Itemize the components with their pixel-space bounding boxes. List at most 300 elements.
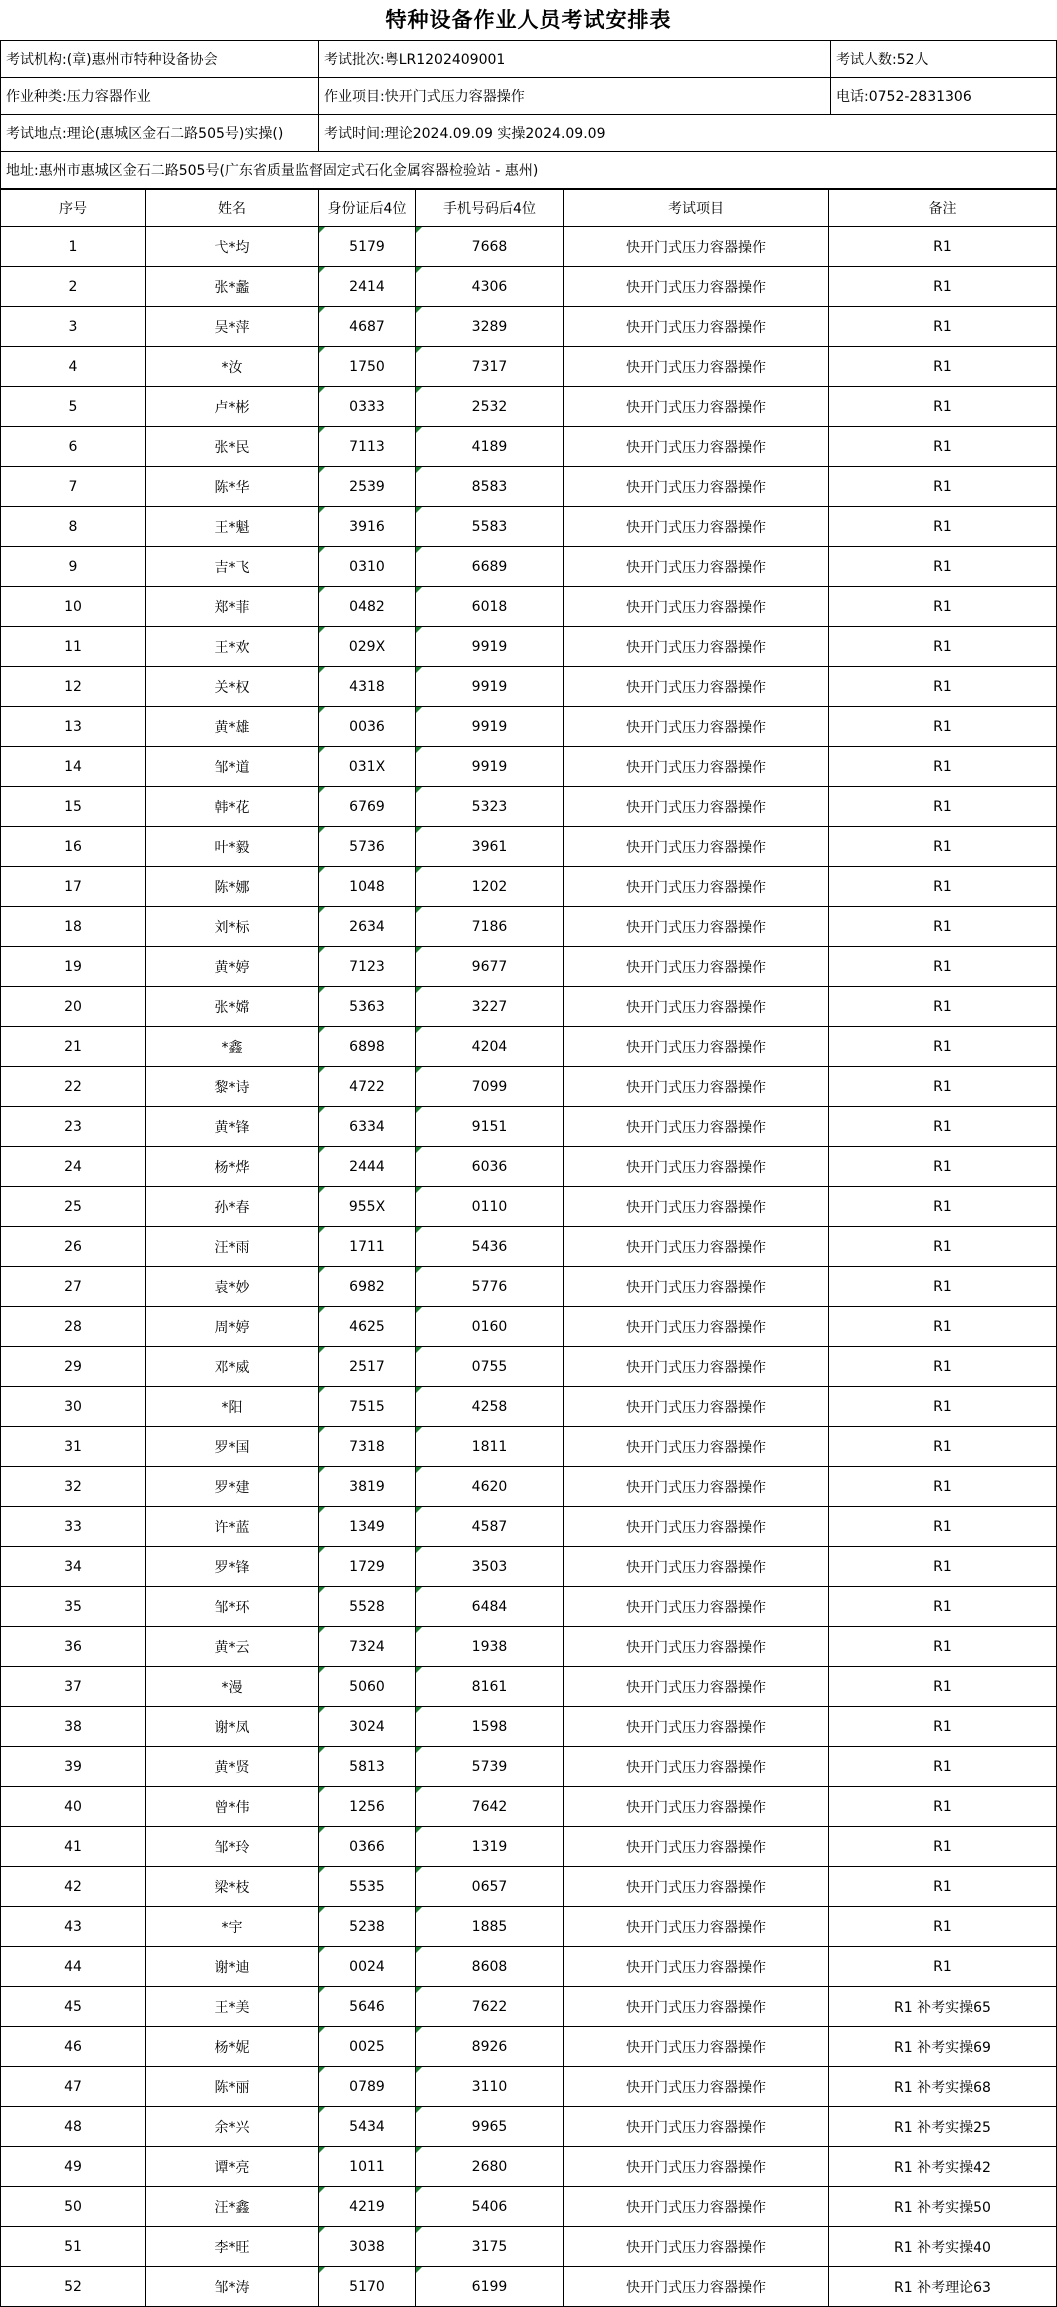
row-index: 29 [1, 1347, 146, 1387]
info-table [0, 40, 1057, 189]
table-row [1, 307, 1057, 347]
row-remark: R1 [829, 1027, 1057, 1067]
row-exam-item: 快开门式压力容器操作 [564, 387, 829, 427]
row-phone-last4: 8608 [416, 1947, 564, 1987]
table-row [1, 587, 1057, 627]
row-phone-last4: 1811 [416, 1427, 564, 1467]
row-phone-last4: 6036 [416, 1147, 564, 1187]
row-phone-last4: 4258 [416, 1387, 564, 1427]
row-index: 25 [1, 1187, 146, 1227]
row-id-last4: 0366 [319, 1827, 416, 1867]
table-row [1, 267, 1057, 307]
row-exam-item: 快开门式压力容器操作 [564, 747, 829, 787]
row-name: 卢*彬 [146, 387, 319, 427]
row-exam-item: 快开门式压力容器操作 [564, 1587, 829, 1627]
exam-location: 考试地点:理论(惠城区金石二路505号)实操() [1, 115, 319, 152]
table-row [1, 1747, 1057, 1787]
row-name: 叶*毅 [146, 827, 319, 867]
row-exam-item: 快开门式压力容器操作 [564, 227, 829, 267]
row-id-last4: 0036 [319, 707, 416, 747]
schedule-table [0, 189, 1057, 2307]
row-phone-last4: 4204 [416, 1027, 564, 1067]
row-remark: R1 [829, 1067, 1057, 1107]
row-name: 曾*伟 [146, 1787, 319, 1827]
row-id-last4: 1048 [319, 867, 416, 907]
row-id-last4: 7515 [319, 1387, 416, 1427]
row-name: 张*蠡 [146, 267, 319, 307]
row-id-last4: 6769 [319, 787, 416, 827]
row-id-last4: 1011 [319, 2147, 416, 2187]
row-phone-last4: 9677 [416, 947, 564, 987]
row-index: 52 [1, 2267, 146, 2307]
row-index: 19 [1, 947, 146, 987]
row-remark: R1 [829, 1147, 1057, 1187]
table-row [1, 747, 1057, 787]
row-phone-last4: 5406 [416, 2187, 564, 2227]
row-remark: R1 [829, 347, 1057, 387]
row-id-last4: 5535 [319, 1867, 416, 1907]
row-name: 李*旺 [146, 2227, 319, 2267]
table-row [1, 427, 1057, 467]
row-name: 张*民 [146, 427, 319, 467]
row-remark: R1 [829, 1627, 1057, 1667]
row-exam-item: 快开门式压力容器操作 [564, 947, 829, 987]
row-index: 1 [1, 227, 146, 267]
row-name: 罗*建 [146, 1467, 319, 1507]
row-phone-last4: 4620 [416, 1467, 564, 1507]
row-phone-last4: 7186 [416, 907, 564, 947]
table-row [1, 1307, 1057, 1347]
row-exam-item: 快开门式压力容器操作 [564, 827, 829, 867]
row-exam-item: 快开门式压力容器操作 [564, 1427, 829, 1467]
row-remark: R1 [829, 1227, 1057, 1267]
row-name: 弋*均 [146, 227, 319, 267]
row-remark: R1 [829, 227, 1057, 267]
table-row [1, 2067, 1057, 2107]
row-remark: R1 [829, 1787, 1057, 1827]
table-row [1, 1067, 1057, 1107]
row-index: 8 [1, 507, 146, 547]
row-remark: R1 [829, 667, 1057, 707]
row-name: 黄*锋 [146, 1107, 319, 1147]
row-index: 23 [1, 1107, 146, 1147]
table-row [1, 1827, 1057, 1867]
row-index: 32 [1, 1467, 146, 1507]
row-id-last4: 2517 [319, 1347, 416, 1387]
row-phone-last4: 9919 [416, 747, 564, 787]
row-id-last4: 4219 [319, 2187, 416, 2227]
row-index: 12 [1, 667, 146, 707]
row-id-last4: 1750 [319, 347, 416, 387]
row-phone-last4: 2532 [416, 387, 564, 427]
row-id-last4: 0025 [319, 2027, 416, 2067]
row-phone-last4: 1938 [416, 1627, 564, 1667]
row-remark: R1 [829, 827, 1057, 867]
table-row [1, 867, 1057, 907]
row-index: 15 [1, 787, 146, 827]
row-phone-last4: 9919 [416, 707, 564, 747]
row-id-last4: 5363 [319, 987, 416, 1027]
row-remark: R1 [829, 1707, 1057, 1747]
row-id-last4: 5528 [319, 1587, 416, 1627]
row-index: 20 [1, 987, 146, 1027]
row-phone-last4: 7622 [416, 1987, 564, 2027]
row-index: 11 [1, 627, 146, 667]
table-row [1, 387, 1057, 427]
row-exam-item: 快开门式压力容器操作 [564, 1787, 829, 1827]
row-id-last4: 955X [319, 1187, 416, 1227]
table-row [1, 1787, 1057, 1827]
row-remark: R1 [829, 547, 1057, 587]
row-index: 49 [1, 2147, 146, 2187]
row-phone-last4: 5739 [416, 1747, 564, 1787]
row-index: 51 [1, 2227, 146, 2267]
row-name: 郑*菲 [146, 587, 319, 627]
work-project: 作业项目:快开门式压力容器操作 [319, 78, 831, 115]
row-index: 34 [1, 1547, 146, 1587]
exam-batch: 考试批次:粤LR1202409001 [319, 41, 831, 78]
row-exam-item: 快开门式压力容器操作 [564, 907, 829, 947]
table-row [1, 347, 1057, 387]
row-phone-last4: 9919 [416, 667, 564, 707]
row-index: 28 [1, 1307, 146, 1347]
table-row [1, 2147, 1057, 2187]
row-remark: R1 [829, 1387, 1057, 1427]
row-exam-item: 快开门式压力容器操作 [564, 1547, 829, 1587]
row-id-last4: 0482 [319, 587, 416, 627]
row-name: 黄*贤 [146, 1747, 319, 1787]
row-name: 杨*烨 [146, 1147, 319, 1187]
row-index: 22 [1, 1067, 146, 1107]
row-phone-last4: 8926 [416, 2027, 564, 2067]
row-id-last4: 3024 [319, 1707, 416, 1747]
row-phone-last4: 4189 [416, 427, 564, 467]
table-row [1, 947, 1057, 987]
row-remark: R1 [829, 1667, 1057, 1707]
row-exam-item: 快开门式压力容器操作 [564, 1667, 829, 1707]
row-index: 14 [1, 747, 146, 787]
row-phone-last4: 7668 [416, 227, 564, 267]
row-name: 刘*标 [146, 907, 319, 947]
row-exam-item: 快开门式压力容器操作 [564, 1187, 829, 1227]
row-exam-item: 快开门式压力容器操作 [564, 1987, 829, 2027]
row-exam-item: 快开门式压力容器操作 [564, 667, 829, 707]
row-exam-item: 快开门式压力容器操作 [564, 987, 829, 1027]
row-phone-last4: 8161 [416, 1667, 564, 1707]
row-name: 吉*飞 [146, 547, 319, 587]
row-phone-last4: 1202 [416, 867, 564, 907]
row-remark: R1 补考理论63 [829, 2267, 1057, 2307]
row-exam-item: 快开门式压力容器操作 [564, 427, 829, 467]
row-exam-item: 快开门式压力容器操作 [564, 467, 829, 507]
info-row [1, 115, 1057, 152]
row-index: 13 [1, 707, 146, 747]
row-index: 39 [1, 1747, 146, 1787]
row-exam-item: 快开门式压力容器操作 [564, 2227, 829, 2267]
row-name: 余*兴 [146, 2107, 319, 2147]
row-id-last4: 0310 [319, 547, 416, 587]
row-index: 42 [1, 1867, 146, 1907]
page-title: 特种设备作业人员考试安排表 [385, 8, 672, 32]
row-remark: R1 [829, 1587, 1057, 1627]
row-remark: R1 [829, 507, 1057, 547]
table-row [1, 1147, 1057, 1187]
row-name: 韩*花 [146, 787, 319, 827]
row-phone-last4: 5776 [416, 1267, 564, 1307]
row-exam-item: 快开门式压力容器操作 [564, 267, 829, 307]
row-name: 杨*妮 [146, 2027, 319, 2067]
row-id-last4: 4625 [319, 1307, 416, 1347]
row-index: 7 [1, 467, 146, 507]
row-exam-item: 快开门式压力容器操作 [564, 1347, 829, 1387]
table-row [1, 467, 1057, 507]
row-remark: R1 补考实操68 [829, 2067, 1057, 2107]
row-id-last4: 1711 [319, 1227, 416, 1267]
row-id-last4: 1256 [319, 1787, 416, 1827]
row-name: 邹*环 [146, 1587, 319, 1627]
row-name: 邓*威 [146, 1347, 319, 1387]
row-name: 吴*萍 [146, 307, 319, 347]
row-index: 3 [1, 307, 146, 347]
row-id-last4: 2539 [319, 467, 416, 507]
row-id-last4: 031X [319, 747, 416, 787]
row-remark: R1 补考实操42 [829, 2147, 1057, 2187]
table-row [1, 2267, 1057, 2307]
row-name: 谢*迪 [146, 1947, 319, 1987]
row-index: 18 [1, 907, 146, 947]
row-remark: R1 [829, 1267, 1057, 1307]
row-index: 40 [1, 1787, 146, 1827]
table-row [1, 2107, 1057, 2147]
table-row [1, 1987, 1057, 2027]
row-id-last4: 5434 [319, 2107, 416, 2147]
row-id-last4: 0789 [319, 2067, 416, 2107]
row-phone-last4: 3227 [416, 987, 564, 1027]
row-name: 谢*凤 [146, 1707, 319, 1747]
row-name: 黄*雄 [146, 707, 319, 747]
row-exam-item: 快开门式压力容器操作 [564, 2027, 829, 2067]
table-row [1, 1267, 1057, 1307]
header-phone-last4: 手机号码后4位 [416, 190, 564, 227]
exam-address: 地址:惠州市惠城区金石二路505号(广东省质量监督固定式石化金属容器检验站 - 惠州) [1, 152, 1057, 189]
row-id-last4: 7324 [319, 1627, 416, 1667]
row-remark: R1 补考实操69 [829, 2027, 1057, 2067]
row-name: 王*美 [146, 1987, 319, 2027]
row-exam-item: 快开门式压力容器操作 [564, 507, 829, 547]
table-row [1, 667, 1057, 707]
row-phone-last4: 9151 [416, 1107, 564, 1147]
row-id-last4: 3916 [319, 507, 416, 547]
row-remark: R1 [829, 1867, 1057, 1907]
row-index: 6 [1, 427, 146, 467]
row-index: 17 [1, 867, 146, 907]
table-row [1, 227, 1057, 267]
row-id-last4: 4722 [319, 1067, 416, 1107]
row-exam-item: 快开门式压力容器操作 [564, 1627, 829, 1667]
row-remark: R1 [829, 987, 1057, 1027]
row-remark: R1 [829, 1187, 1057, 1227]
row-id-last4: 1729 [319, 1547, 416, 1587]
row-phone-last4: 7642 [416, 1787, 564, 1827]
row-id-last4: 5170 [319, 2267, 416, 2307]
row-index: 2 [1, 267, 146, 307]
row-index: 24 [1, 1147, 146, 1187]
row-remark: R1 [829, 1907, 1057, 1947]
row-name: 邹*玲 [146, 1827, 319, 1867]
row-name: *汝 [146, 347, 319, 387]
row-phone-last4: 9965 [416, 2107, 564, 2147]
row-id-last4: 6334 [319, 1107, 416, 1147]
table-row [1, 2027, 1057, 2067]
row-index: 47 [1, 2067, 146, 2107]
row-phone-last4: 0657 [416, 1867, 564, 1907]
row-index: 38 [1, 1707, 146, 1747]
table-row [1, 1467, 1057, 1507]
row-name: 陈*娜 [146, 867, 319, 907]
row-id-last4: 2414 [319, 267, 416, 307]
row-phone-last4: 2680 [416, 2147, 564, 2187]
row-id-last4: 1349 [319, 1507, 416, 1547]
row-index: 9 [1, 547, 146, 587]
row-exam-item: 快开门式压力容器操作 [564, 2067, 829, 2107]
row-phone-last4: 5583 [416, 507, 564, 547]
row-name: 黄*云 [146, 1627, 319, 1667]
table-row [1, 1707, 1057, 1747]
row-exam-item: 快开门式压力容器操作 [564, 707, 829, 747]
row-exam-item: 快开门式压力容器操作 [564, 547, 829, 587]
row-phone-last4: 9919 [416, 627, 564, 667]
row-remark: R1 [829, 707, 1057, 747]
row-remark: R1 [829, 627, 1057, 667]
row-remark: R1 [829, 1747, 1057, 1787]
row-phone-last4: 0755 [416, 1347, 564, 1387]
row-exam-item: 快开门式压力容器操作 [564, 587, 829, 627]
row-phone-last4: 3110 [416, 2067, 564, 2107]
row-remark: R1 [829, 1307, 1057, 1347]
row-remark: R1 [829, 1827, 1057, 1867]
row-name: 黄*婷 [146, 947, 319, 987]
header-name: 姓名 [146, 190, 319, 227]
table-row [1, 1667, 1057, 1707]
row-phone-last4: 3503 [416, 1547, 564, 1587]
header-id-last4: 身份证后4位 [319, 190, 416, 227]
row-index: 35 [1, 1587, 146, 1627]
row-name: 罗*国 [146, 1427, 319, 1467]
row-id-last4: 0024 [319, 1947, 416, 1987]
row-index: 44 [1, 1947, 146, 1987]
exam-count: 考试人数:52人 [831, 41, 1057, 78]
row-exam-item: 快开门式压力容器操作 [564, 347, 829, 387]
table-row [1, 1627, 1057, 1667]
row-name: 汪*鑫 [146, 2187, 319, 2227]
row-index: 5 [1, 387, 146, 427]
row-id-last4: 7113 [319, 427, 416, 467]
row-phone-last4: 4306 [416, 267, 564, 307]
table-row [1, 907, 1057, 947]
row-id-last4: 3038 [319, 2227, 416, 2267]
row-name: 周*婷 [146, 1307, 319, 1347]
table-row [1, 1347, 1057, 1387]
table-row [1, 1387, 1057, 1427]
row-id-last4: 4687 [319, 307, 416, 347]
row-remark: R1 [829, 787, 1057, 827]
row-id-last4: 6898 [319, 1027, 416, 1067]
row-phone-last4: 7317 [416, 347, 564, 387]
row-id-last4: 0333 [319, 387, 416, 427]
row-index: 41 [1, 1827, 146, 1867]
row-remark: R1 [829, 1507, 1057, 1547]
table-row [1, 707, 1057, 747]
row-index: 26 [1, 1227, 146, 1267]
row-phone-last4: 5323 [416, 787, 564, 827]
row-id-last4: 5813 [319, 1747, 416, 1787]
table-row [1, 1427, 1057, 1467]
row-index: 33 [1, 1507, 146, 1547]
row-exam-item: 快开门式压力容器操作 [564, 1227, 829, 1267]
row-name: 许*蓝 [146, 1507, 319, 1547]
info-row [1, 41, 1057, 78]
table-row [1, 1507, 1057, 1547]
row-phone-last4: 3175 [416, 2227, 564, 2267]
row-name: 梁*枝 [146, 1867, 319, 1907]
table-row [1, 1107, 1057, 1147]
row-phone-last4: 7099 [416, 1067, 564, 1107]
row-exam-item: 快开门式压力容器操作 [564, 2267, 829, 2307]
row-remark: R1 [829, 267, 1057, 307]
row-remark: R1 [829, 867, 1057, 907]
row-name: *鑫 [146, 1027, 319, 1067]
row-index: 30 [1, 1387, 146, 1427]
table-row [1, 987, 1057, 1027]
row-exam-item: 快开门式压力容器操作 [564, 2187, 829, 2227]
table-row [1, 627, 1057, 667]
row-name: 王*欢 [146, 627, 319, 667]
row-remark: R1 [829, 1547, 1057, 1587]
info-row [1, 78, 1057, 115]
exam-time: 考试时间:理论2024.09.09 实操2024.09.09 [319, 115, 1057, 152]
table-row [1, 1547, 1057, 1587]
row-exam-item: 快开门式压力容器操作 [564, 1067, 829, 1107]
row-index: 43 [1, 1907, 146, 1947]
row-phone-last4: 1885 [416, 1907, 564, 1947]
row-phone-last4: 8583 [416, 467, 564, 507]
row-id-last4: 5060 [319, 1667, 416, 1707]
row-name: *宇 [146, 1907, 319, 1947]
row-exam-item: 快开门式压力容器操作 [564, 1387, 829, 1427]
row-remark: R1 [829, 467, 1057, 507]
row-phone-last4: 6484 [416, 1587, 564, 1627]
row-phone-last4: 4587 [416, 1507, 564, 1547]
row-remark: R1 [829, 1427, 1057, 1467]
row-exam-item: 快开门式压力容器操作 [564, 1307, 829, 1347]
table-row [1, 2187, 1057, 2227]
row-id-last4: 2634 [319, 907, 416, 947]
row-name: 关*权 [146, 667, 319, 707]
row-id-last4: 3819 [319, 1467, 416, 1507]
row-index: 27 [1, 1267, 146, 1307]
row-remark: R1 [829, 587, 1057, 627]
row-index: 10 [1, 587, 146, 627]
row-exam-item: 快开门式压力容器操作 [564, 1707, 829, 1747]
row-remark: R1 补考实操50 [829, 2187, 1057, 2227]
row-exam-item: 快开门式压力容器操作 [564, 1147, 829, 1187]
row-remark: R1 [829, 1467, 1057, 1507]
contact-phone: 电话:0752-2831306 [831, 78, 1057, 115]
row-exam-item: 快开门式压力容器操作 [564, 1107, 829, 1147]
row-id-last4: 5646 [319, 1987, 416, 2027]
row-index: 46 [1, 2027, 146, 2067]
table-row [1, 2227, 1057, 2267]
